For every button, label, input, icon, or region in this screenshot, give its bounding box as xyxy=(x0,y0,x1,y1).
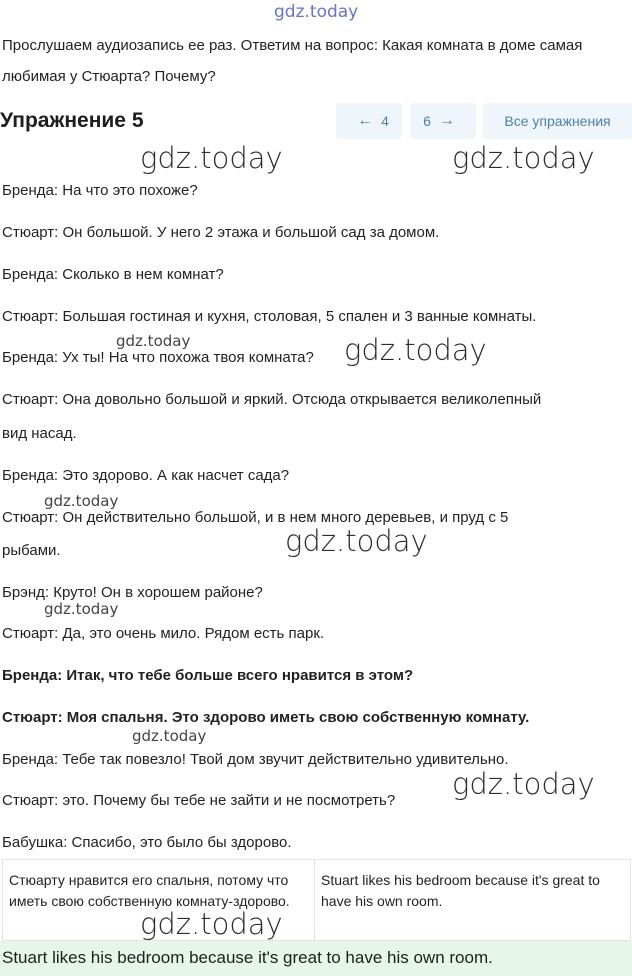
watermark: gdz.today xyxy=(44,492,119,510)
dialogue-line: Бренда: На что это похоже? xyxy=(2,182,198,199)
watermark: gdz.today xyxy=(140,141,283,175)
dialogue-line: Стюарт: это. Почему бы тебе не зайти и не посмотреть? xyxy=(2,792,396,809)
watermark: gdz.today xyxy=(285,524,428,558)
translation-table xyxy=(2,859,631,941)
exercise-title: Упражнение 5 xyxy=(0,109,144,132)
watermark: gdz.today xyxy=(132,727,207,745)
dialogue-line: рыбами. xyxy=(2,542,61,559)
dialogue-line: Стюарт: Он действительно большой, и в нем много деревьев, и пруд с 5 xyxy=(2,509,509,526)
watermark: gdz.today xyxy=(116,332,191,350)
dialogue-line: Бренда: Ух ты! На что похожа твоя комната? xyxy=(2,349,314,366)
dialogue-line: Бабушка: Спасибо, это было бы здорово. xyxy=(2,834,292,851)
dialogue-line: Бренда: Это здорово. А как насчет сада? xyxy=(2,467,290,484)
all-exercises-button[interactable] xyxy=(483,103,632,139)
dialogue-line: Бренда: Тебе так повезло! Твой дом звучит действительно удивительно. xyxy=(2,751,509,768)
dialogue-line-bold: Стюарт: Моя спальня. Это здорово иметь свою собственную комнату. xyxy=(2,709,530,726)
dialogue-line-bold: Бренда: Итак, что тебе больше всего нравится в этом? xyxy=(2,667,414,684)
watermark: gdz.today xyxy=(140,907,283,941)
dialogue-line: Стюарт: Он большой. У него 2 этажа и большой сад за домом. xyxy=(2,224,440,241)
all-exercises-label: Все упражнения xyxy=(504,113,611,129)
arrow-right-icon: → xyxy=(438,112,455,129)
prev-exercise-label: 4 xyxy=(381,113,389,129)
dialogue-line: Брэнд: Круто! Он в хорошем районе? xyxy=(2,584,263,601)
prev-exercise-button[interactable] xyxy=(336,103,402,139)
intro-text: Прослушаем аудиозапись ее раз. Ответим на вопрос: Какая комната в доме самая любимая у Стюарта? Почему? xyxy=(2,37,583,85)
watermark: gdz.today xyxy=(452,141,595,175)
dialogue-line: Стюарт: Большая гостиная и кухня, столовая, 5 спален и 3 ванные комнаты. xyxy=(2,308,537,325)
watermark-top: gdz.today xyxy=(274,2,359,22)
next-exercise-label: 6 xyxy=(423,113,431,129)
watermark: gdz.today xyxy=(344,333,487,367)
dialogue-line: вид насад. xyxy=(2,425,77,442)
table-cell-russian: Стюарту нравится его спальня, потому что иметь свою собственную комнату-здорово. xyxy=(3,860,315,940)
next-exercise-button[interactable] xyxy=(410,103,476,139)
dialogue-line: Стюарт: Она довольно большой и яркий. Отсюда открывается великолепный xyxy=(2,391,542,408)
arrow-left-icon: ← xyxy=(357,112,374,129)
watermark: gdz.today xyxy=(44,600,119,618)
table-cell-english: Stuart likes his bedroom because it's great to have his own room. xyxy=(321,872,600,909)
answer-banner: Stuart likes his bedroom because it's great to have his own room. xyxy=(0,941,632,976)
dialogue-line: Бренда: Сколько в нем комнат? xyxy=(2,266,224,283)
watermark: gdz.today xyxy=(452,767,595,801)
dialogue-line: Стюарт: Да, это очень мило. Рядом есть парк. xyxy=(2,625,325,642)
